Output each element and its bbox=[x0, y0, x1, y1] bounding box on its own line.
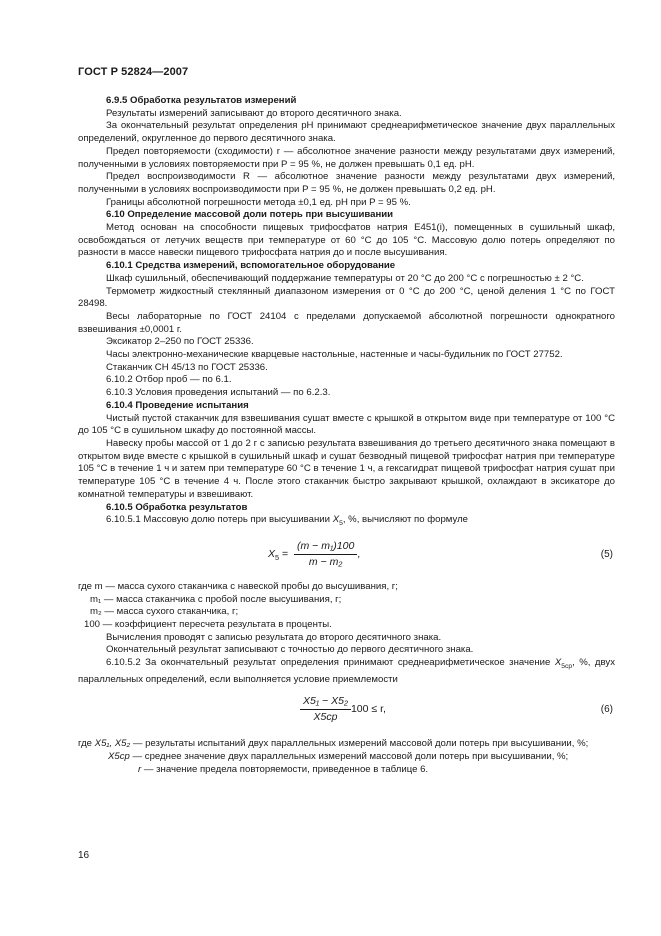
paragraph-6-10-5-2 bbox=[78, 657, 615, 686]
paragraph: Весы лабораторные по ГОСТ 24104 с пределами допускаемой абсолютной погрешности однократного взвешивания ±0,0001 г. bbox=[78, 310, 615, 335]
paragraph: Окончательный результат записывают с точностью до первого десятичного знака. bbox=[106, 644, 474, 656]
variable: r bbox=[138, 763, 142, 775]
section-heading-6-10-4: 6.10.4 Проведение испытания bbox=[106, 399, 249, 411]
text: где bbox=[78, 738, 95, 750]
subscript: 5ср bbox=[561, 662, 573, 670]
variable: X bbox=[554, 657, 562, 669]
formula-6-expression bbox=[300, 695, 386, 723]
paragraph: Шкаф сушильный, обеспечивающий поддержание температуры от 20 °С до 200 °С с погрешностью ± 2 °С. bbox=[106, 272, 584, 284]
document-body bbox=[78, 95, 615, 776]
formula-number: (5) bbox=[600, 548, 613, 560]
standard-header: ГОСТ Р 52824—2007 bbox=[78, 66, 189, 78]
text: 6.10.5.1 Массовую долю потерь при высушивании bbox=[106, 514, 333, 526]
formula-eq: = bbox=[279, 547, 292, 560]
formula-6 bbox=[78, 692, 615, 734]
paragraph: Чистый пустой стаканчик для взвешивания сушат вместе с крышкой в открытом виде при температуре от 100 °С до 105 °С в сушильном шкафу до постоянной массы. bbox=[78, 412, 615, 437]
text: , %, двух параллельных определений, если выполняется условие приемлемости bbox=[78, 657, 615, 685]
paragraph: За окончательный результат определения pH принимают среднеарифметическое значение двух параллельных определений, округленное до первого десятичного знака. bbox=[78, 120, 615, 145]
text: — результаты испытаний двух параллельных измерений массовой доли потерь при высушивании, %; bbox=[130, 738, 589, 750]
paragraph: Предел повторяемости (сходимости) r — абсолютное значение разности между результатами двух измерений, полученными в условиях повторяемости при P = 95 %, не должен превышать 0,1 ед. pH. bbox=[78, 145, 615, 170]
paragraph: Эксикатор 2–250 по ГОСТ 25336. bbox=[106, 336, 254, 348]
formula-fraction bbox=[294, 540, 357, 568]
formula-5 bbox=[78, 537, 615, 577]
variable: X5₁, X5₂ bbox=[94, 738, 131, 750]
formula-numerator: (m − m₁)100 bbox=[294, 540, 357, 555]
page-number: 16 bbox=[78, 850, 90, 861]
formula-5-expression bbox=[268, 540, 360, 568]
section-6-10-3: 6.10.3 Условия проведения испытаний — по 6.2.3. bbox=[106, 387, 331, 399]
formula-numerator: X5₁ − X5₂ bbox=[300, 695, 351, 710]
definition bbox=[78, 764, 615, 777]
paragraph: Результаты измерений записывают до второго десятичного знака. bbox=[106, 107, 402, 119]
definition: m₂ — масса сухого стаканчика, г; bbox=[90, 606, 239, 618]
subscript: 5 bbox=[339, 520, 343, 528]
section-heading-6-10: 6.10 Определение массовой доли потерь при высушивании bbox=[106, 209, 394, 221]
paragraph-6-10-5-1 bbox=[78, 514, 615, 531]
formula-denominator: X5ср bbox=[313, 711, 338, 724]
paragraph: Границы абсолютной погрешности метода ±0,1 ед. pH при P = 95 %. bbox=[106, 196, 411, 208]
formula-5-definitions bbox=[78, 581, 615, 632]
section-heading-6-10-1: 6.10.1 Средства измерений, вспомогательное оборудование bbox=[106, 260, 396, 272]
formula-lhs-sub: 5 bbox=[275, 552, 280, 562]
paragraph: Навеску пробы массой от 1 до 2 г с записью результата взвешивания до третьего десятичного знака помещают в открытом виде вместе с крышкой в сушильный шкаф и сушат безводный пищевой трифосфат натрия при температуре 105 °С в течение 1 ч и затем при температуре 60 °С в течение 1 ч, а гексагидрат пищевой трифосфат натрия сушат при температуре 105 °С в течение 4 ч. После этого стаканчик быстро закрывают крышкой, охлаждают в эксикаторе до комнатной температуры и взвешивают. bbox=[78, 437, 615, 500]
definition bbox=[78, 738, 615, 751]
formula-denominator: m − m₂ bbox=[308, 555, 343, 568]
text: 6.10.5.2 За окончательный результат определения принимают среднеарифметическое значение bbox=[106, 657, 555, 669]
section-heading-6-10-5: 6.10.5 Обработка результатов bbox=[106, 501, 248, 513]
formula-6-definitions bbox=[78, 738, 615, 776]
formula-fraction bbox=[300, 695, 351, 723]
text: , %, вычисляют по формуле bbox=[342, 514, 469, 526]
paragraph: Термометр жидкостный стеклянный диапазоном измерения от 0 °С до 200 °С, ценой деления 1 °С по ГОСТ 28498. bbox=[78, 285, 615, 310]
paragraph: Вычисления проводят с записью результата до второго десятичного знака. bbox=[106, 631, 442, 643]
formula-tail: , bbox=[357, 547, 361, 560]
variable: X5ср bbox=[108, 751, 130, 763]
definition: 100 — коэффициент пересчета результата в проценты. bbox=[84, 618, 332, 630]
paragraph: Стаканчик СН 45/13 по ГОСТ 25336. bbox=[106, 361, 268, 373]
definition: m₁ — масса стаканчика с пробой после высушивания, г; bbox=[90, 593, 342, 605]
definition bbox=[78, 751, 615, 764]
formula-lhs: X bbox=[268, 547, 276, 560]
paragraph: Часы электронно-механические кварцевые настольные, настенные и часы-будильник по ГОСТ 27752. bbox=[106, 349, 563, 361]
paragraph: Метод основан на способности пищевых трифосфатов натрия Е451(i), помещенных в сушильный шкаф, освобождаться от летучих веществ при температуре от 60 °С до 105 °С. Массовую долю потерь определяют по разности в массе навески пищевого трифосфата натрия до и после высушивания. bbox=[78, 222, 615, 259]
paragraph: Предел воспроизводимости R — абсолютное значение разности между результатами двух измерений, полученными в условиях воспроизводимости при P = 95 %, не должен превышать 0,2 ед. pH. bbox=[78, 171, 615, 195]
section-heading-6-9-5: 6.9.5 Обработка результатов измерений bbox=[106, 95, 297, 106]
text: — значение предела повторяемости, приведенное в таблице 6. bbox=[141, 763, 429, 775]
definition: где m — масса сухого стаканчика с навеской пробы до высушивания, г; bbox=[78, 580, 398, 592]
variable: X bbox=[332, 514, 340, 526]
formula-number: (6) bbox=[600, 704, 613, 716]
text: — среднее значение двух параллельных измерений массовой доли потерь при высушивании, %; bbox=[129, 751, 569, 763]
formula-tail: 100 ≤ r, bbox=[350, 703, 386, 716]
section-6-10-2: 6.10.2 Отбор проб — по 6.1. bbox=[106, 374, 232, 386]
